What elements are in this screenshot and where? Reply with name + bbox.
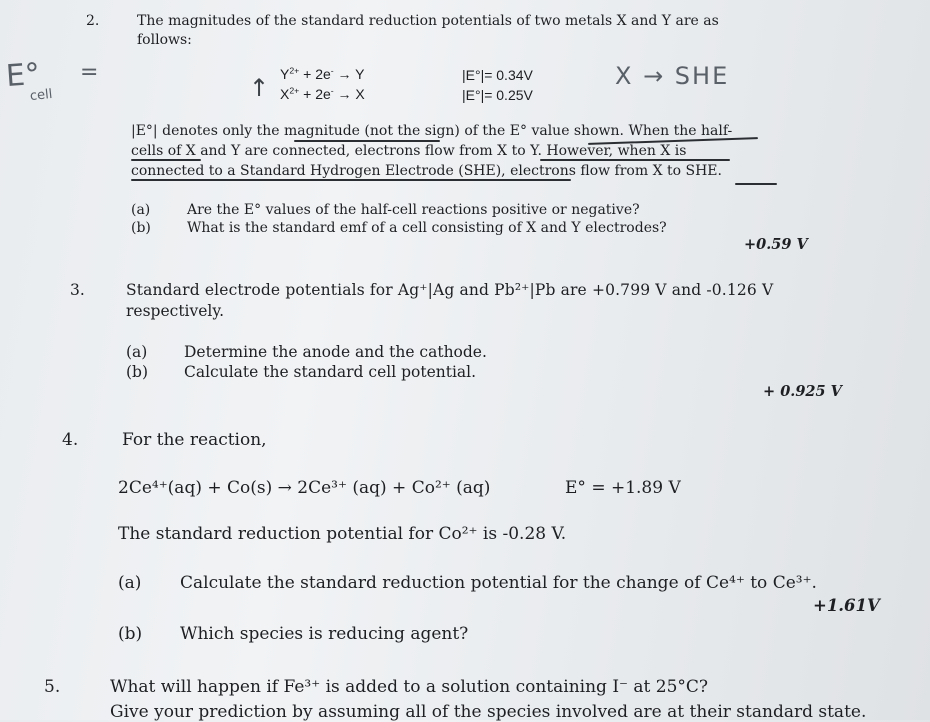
handwritten-equals: = <box>80 60 99 85</box>
reaction-y-charge: 2+ <box>289 65 300 76</box>
reaction-y-product: → Y <box>333 66 365 82</box>
q2-number: 2. <box>86 13 100 29</box>
q2-para-line2: cells of X and Y are connected, electrons flow from X to Y. However, when X is <box>131 143 687 159</box>
pen-underline <box>540 159 730 161</box>
q4-a-answer: +1.61V <box>813 596 880 615</box>
q2-intro-line2: follows: <box>137 32 192 48</box>
q3-b-label: (b) <box>126 363 149 381</box>
pen-underline <box>735 183 777 185</box>
q2-intro-line1: The magnitudes of the standard reduction potentials of two metals X and Y are as <box>137 13 719 29</box>
q2-a-label: (a) <box>131 202 151 218</box>
q3-line1: Standard electrode potentials for Ag⁺|Ag and Pb²⁺|Pb are +0.799 V and -0.126 V <box>126 281 774 299</box>
handwritten-arrow-up-icon: ↑ <box>249 74 270 102</box>
q2-para-line3: connected to a Standard Hydrogen Electrode (SHE), electrons flow from X to SHE. <box>131 163 722 179</box>
q2-a-text: Are the E° values of the half-cell reactions positive or negative? <box>187 202 640 218</box>
q2-reaction-y: $Y^{2+} + 2e^- \to Y$ <box>280 65 365 82</box>
q4-intro: For the reaction, <box>122 430 267 450</box>
q3-a-text: Determine the anode and the cathode. <box>184 343 487 361</box>
q3-line2: respectively. <box>126 302 225 320</box>
q2-b-text: What is the standard emf of a cell consisting of X and Y electrodes? <box>187 220 667 236</box>
q4-b-label: (b) <box>118 624 143 644</box>
reaction-x-ion: X <box>280 86 290 102</box>
q5-number: 5. <box>44 677 61 697</box>
handwritten-x-to-she: X → SHE <box>615 62 730 90</box>
q2-reaction-x-potential: |E°|= 0.25V <box>462 87 533 103</box>
q4-number: 4. <box>62 430 79 450</box>
q2-b-label: (b) <box>131 220 151 236</box>
q4-reduction-statement: The standard reduction potential for Co²⁺ is -0.28 V. <box>118 524 567 544</box>
q5-line2: Give your prediction by assuming all of the species involved are at their standard state. <box>110 702 867 722</box>
q4-equation-potential: E° = +1.89 V <box>565 478 681 498</box>
handwritten-cell: cell <box>29 86 54 105</box>
reaction-x-product: → X <box>333 86 365 102</box>
q5-line1: What will happen if Fe³⁺ is added to a solution containing I⁻ at 25°C? <box>110 677 709 697</box>
q2-para-line1: |E°| denotes only the magnitude (not the sign) of the E° value shown. When the half- <box>131 123 733 139</box>
q2-reaction-x: $X^{2+} + 2e^- \to X$ <box>280 85 365 102</box>
q4-a-label: (a) <box>118 573 142 593</box>
pen-underline <box>294 140 440 142</box>
reaction-y-electrons: + 2e <box>299 66 331 82</box>
pen-underline <box>131 179 571 181</box>
handwritten-e-naught: E° <box>4 56 42 95</box>
q4-equation: 2Ce⁴⁺(aq) + Co(s) → 2Ce³⁺ (aq) + Co²⁺ (aq) <box>118 478 491 498</box>
q4-b-text: Which species is reducing agent? <box>180 624 469 644</box>
q2-reaction-y-potential: |E°|= 0.34V <box>462 67 533 83</box>
q3-b-text: Calculate the standard cell potential. <box>184 363 477 381</box>
reaction-x-electrons: + 2e <box>299 86 331 102</box>
q3-number: 3. <box>70 281 85 299</box>
q4-a-text: Calculate the standard reduction potential for the change of Ce⁴⁺ to Ce³⁺. <box>180 573 817 593</box>
pen-underline <box>131 159 201 161</box>
q3-a-label: (a) <box>126 343 148 361</box>
reaction-x-charge: 2+ <box>289 85 300 96</box>
q2-answer: +0.59 V <box>744 236 808 253</box>
reaction-y-ion: Y <box>280 66 290 82</box>
q3-answer: + 0.925 V <box>763 383 842 400</box>
